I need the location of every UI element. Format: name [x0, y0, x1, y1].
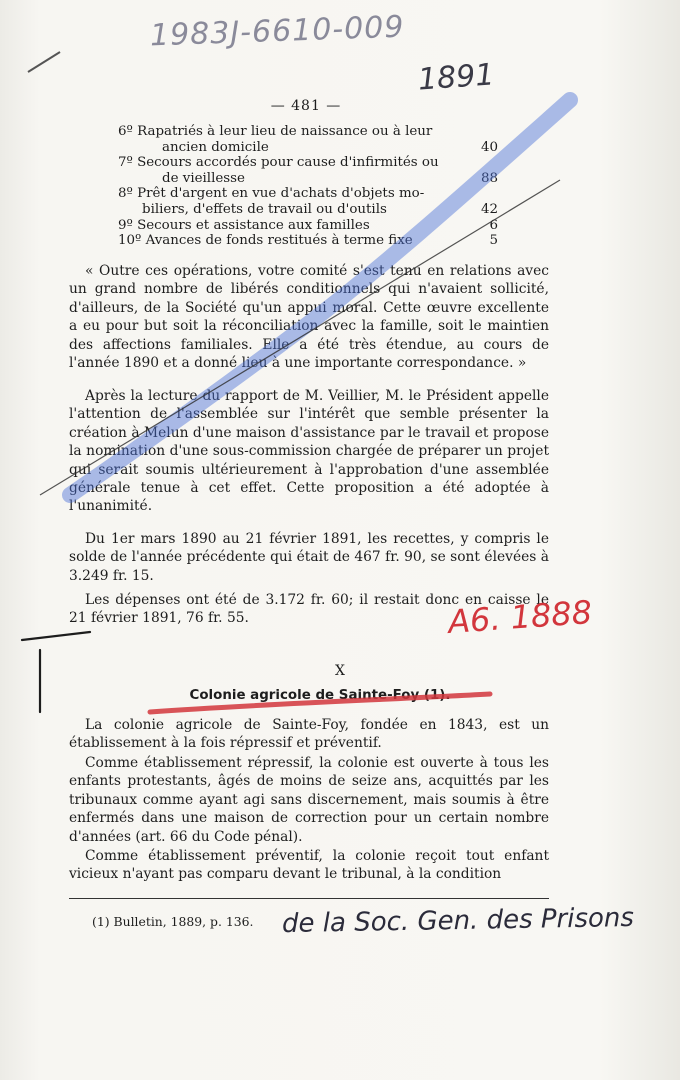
list-item-text: 8º Prêt d'argent en vue d'achats d'objets mo- [118, 186, 425, 202]
list-item-text: 9º Secours et assistance aux familles [118, 217, 370, 233]
paragraph-president-proposal: Après la lecture du rapport de M. Veillier, M. le Président appelle l'attention de l'assemblée sur l'intérêt que semble présenter la création à Melun d'une maison d'assistance par le travail et propose la nomination d'une sous-commission chargée de préparer un projet qui serait soumis ultérieurement à l'approbation d'une assemblée générale tenue à cet effet. Cette proposition a été adoptée à l'unanimité. [69, 388, 549, 515]
pencil-mark-top-left [28, 52, 60, 72]
pencil-strike-line [40, 180, 560, 495]
list-item-text: de vieillesse [162, 170, 245, 186]
list-item-value: 5 [489, 233, 498, 249]
paragraph-report-quote: « Outre ces opérations, votre comité s'est tenu en relations avec un grand nombre de libérés conditionnels qui n'avaient sollicité, d'ailleurs, de la Société qu'un appui moral. Cette œuvre excellente a eu pour but soit la réconciliation avec la famille, soit le maintien des affections familiales. Elle a été très étendue, au cours de l'année 1890 et a donné lieu à une importante correspondance. » [69, 263, 549, 372]
handwritten-margin-ref: A6. 1888 [446, 593, 594, 641]
section-number: X [335, 663, 345, 679]
blue-strike-stroke [70, 100, 570, 495]
margin-bracket-mark [22, 632, 90, 712]
paragraph-repressive: Comme établissement répressif, la colonie est ouverte à tous les enfants protestants, âgés de moins de seize ans, acquittés par les tribunaux comme ayant agi sans discernement, mais soumis à être enfermés dans une maison de correction pour un certain nombre d'années (art. 66 du Code pénal). [69, 755, 549, 845]
list-item-value: 6 [489, 217, 498, 233]
list-item-value: 88 [480, 170, 498, 186]
list-item-text: 7º Secours accordés pour cause d'infirmités ou [118, 155, 439, 171]
handwritten-archive-ref: 1983J-6610-009 [149, 9, 406, 54]
list-item-text: 6º Rapatriés à leur lieu de naissance ou à leur [118, 124, 433, 139]
list-item-text: 10º Avances de fonds restitués à terme fixe [118, 233, 413, 249]
list-item-value: 42 [480, 201, 498, 217]
section-title: Colonie agricole de Sainte-Foy (1). [189, 688, 451, 703]
paragraph-expenses: Les dépenses ont été de 3.172 fr. 60; il restait donc en caisse le 21 février 1891, 76 fr. 55. [69, 592, 549, 627]
list-item-value: 40 [480, 139, 498, 155]
list-item-text: biliers, d'effets de travail ou d'outils [142, 201, 387, 217]
paragraph-preventive: Comme établissement préventif, la colonie reçoit tout enfant vicieux n'ayant pas comparu devant le tribunal, à la condition [69, 848, 549, 883]
paragraph-receipts: Du 1er mars 1890 au 21 février 1891, les recettes, y compris le solde de l'année précédente qui était de 467 fr. 90, se sont élevées à 3.249 fr. 15. [69, 531, 549, 584]
paragraph-colony-intro: La colonie agricole de Sainte-Foy, fondée en 1843, est un établissement à la fois répressif et préventif. [69, 717, 549, 752]
page-number: — 481 — [270, 98, 342, 114]
red-underline [150, 694, 490, 712]
list-item-text: ancien domicile [162, 139, 269, 155]
handwritten-bottom-note: de la Soc. Gen. des Prisons [281, 902, 635, 940]
footnote: (1) Bulletin, 1889, p. 136. [92, 914, 254, 929]
handwritten-year: 1891 [416, 57, 496, 98]
